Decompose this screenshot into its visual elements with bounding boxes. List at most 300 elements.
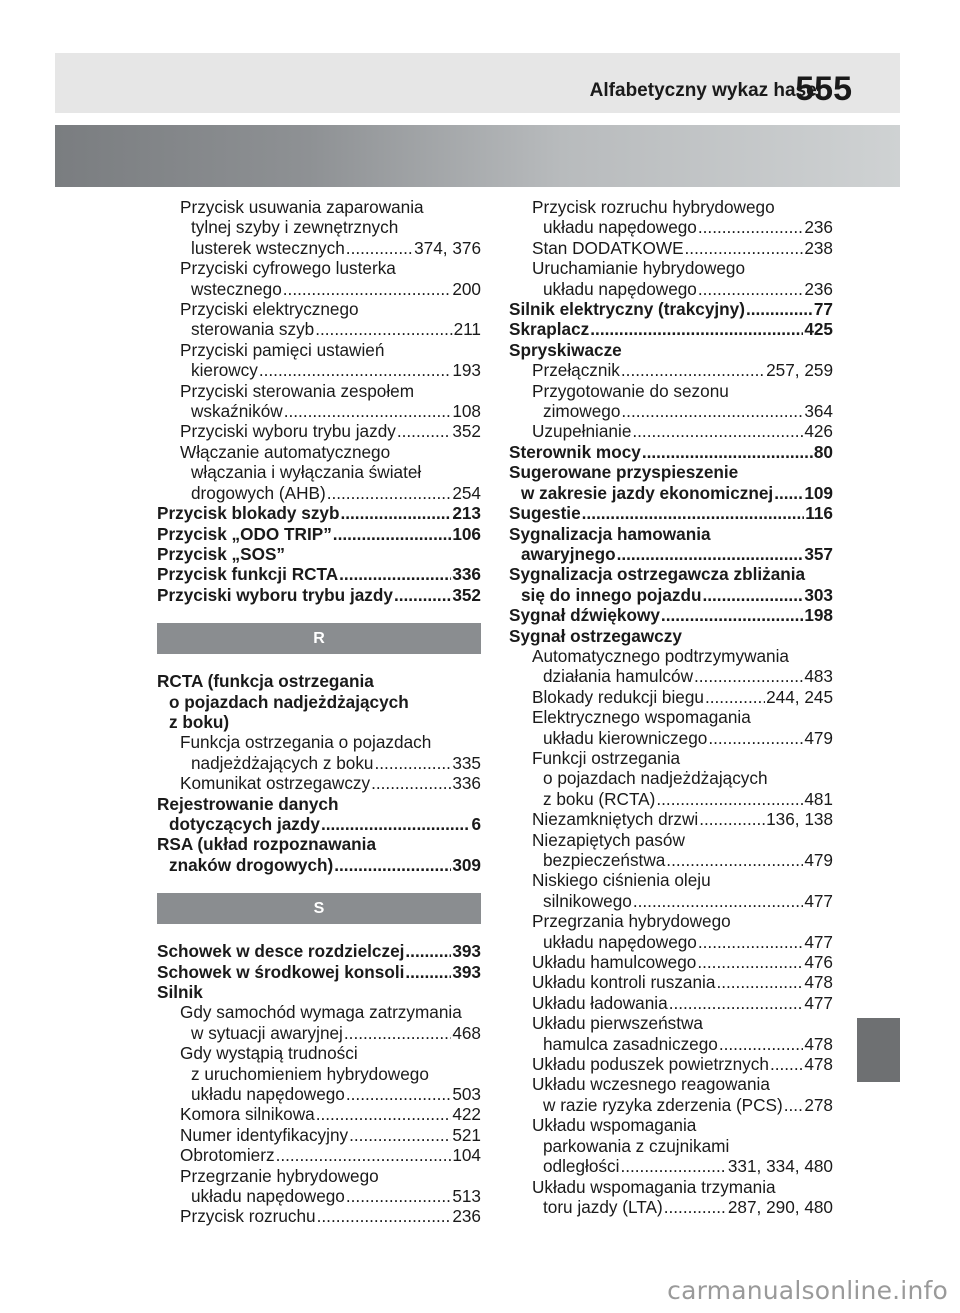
index-entry	[509, 1095, 833, 1115]
index-entry	[157, 319, 481, 339]
index-entry	[157, 671, 481, 691]
index-entry	[157, 855, 481, 875]
index-entry	[157, 1064, 481, 1084]
entry-term: Sugerowane przyspieszenie	[509, 462, 739, 483]
entry-term: Przyciski elektrycznego	[180, 299, 359, 320]
entry-term: Przyciski wyboru trybu jazdy	[157, 584, 393, 605]
index-entry	[509, 646, 833, 666]
page-reference: 6	[471, 813, 481, 834]
index-entry	[157, 421, 481, 441]
entry-term: Obrotomierz	[180, 1145, 275, 1166]
index-group	[509, 197, 833, 1217]
index-entry	[509, 748, 833, 768]
index-entry	[157, 217, 481, 237]
entry-term: RCTA (funkcja ostrzegania	[157, 671, 374, 692]
entry-term: Przyciski pamięci ustawień	[180, 339, 385, 360]
index-entry	[157, 712, 481, 732]
entry-term: Stan DODATKOWE	[532, 237, 684, 258]
entry-term: lusterek wstecznych	[191, 237, 345, 258]
index-entry	[509, 707, 833, 727]
dot-leader	[708, 728, 803, 748]
page-title: Alfabetyczny wykaz haseł	[589, 80, 822, 101]
entry-term: Uruchamianie hybrydowego	[532, 258, 746, 279]
dot-leader	[774, 483, 803, 503]
entry-term: Układu wczesnego reagowania	[532, 1074, 770, 1095]
page-reference: 477	[804, 992, 833, 1013]
index-entry	[157, 483, 481, 503]
page-reference: 468	[452, 1022, 481, 1043]
page-reference: 109	[804, 482, 833, 503]
index-entry	[509, 1034, 833, 1054]
index-entry	[509, 421, 833, 441]
dot-leader	[405, 941, 451, 961]
chapter-tab	[857, 1018, 900, 1082]
index-entry	[509, 809, 833, 829]
entry-term: Układu pierwszeństwa	[532, 1013, 703, 1034]
index-entry	[157, 732, 481, 752]
index-entry	[157, 814, 481, 834]
entry-term: w razie ryzyka zderzenia (PCS)	[543, 1094, 783, 1115]
entry-term: o pojazdach nadjeżdżających	[543, 768, 768, 789]
entry-term: układu kierowniczego	[543, 727, 708, 748]
dot-leader	[349, 1125, 451, 1145]
entry-term: odległości	[543, 1156, 620, 1177]
dot-leader	[334, 855, 451, 875]
page-reference: 477	[804, 890, 833, 911]
page-reference: 211	[453, 319, 481, 340]
index-entry	[509, 319, 833, 339]
entry-term: Układu wspomagania	[532, 1115, 697, 1136]
index-entry	[157, 360, 481, 380]
page-reference: 352	[452, 421, 481, 442]
entry-term: bezpieczeństwa	[543, 850, 666, 870]
entry-term: Automatycznego podtrzymywania	[532, 645, 789, 666]
page-reference: 425	[804, 319, 833, 340]
dot-leader	[633, 891, 803, 911]
entry-term: Przycisk blokady szyb	[157, 503, 340, 524]
entry-term: Włączanie automatycznego	[180, 441, 391, 462]
page-reference: 303	[804, 584, 833, 605]
index-entry	[509, 544, 833, 564]
index-entry	[509, 1156, 833, 1176]
index-entry	[157, 1166, 481, 1186]
dot-leader	[394, 585, 451, 605]
entry-term: RSA (układ rozpoznawania	[157, 834, 377, 855]
index-entry	[509, 993, 833, 1013]
page-reference: 393	[452, 961, 481, 982]
entry-term: Układu wspomagania trzymania	[532, 1176, 776, 1197]
entry-term: się do innego pojazdu	[521, 584, 702, 605]
index-column-right	[509, 197, 833, 1217]
page-reference: 287, 290, 480	[727, 1196, 833, 1217]
dot-leader	[664, 1197, 727, 1217]
index-entry	[509, 891, 833, 911]
index-entry	[157, 585, 481, 605]
page-reference: 257, 259	[766, 360, 833, 381]
entry-term: Przyciski wyboru trybu jazdy	[180, 421, 396, 442]
page-reference: 198	[804, 605, 833, 626]
page-reference: 193	[452, 360, 481, 381]
entry-term: Sygnał ostrzegawczy	[509, 625, 682, 646]
dot-leader	[405, 962, 451, 982]
index-entry	[509, 564, 833, 584]
page-reference: 136, 138	[766, 809, 833, 830]
page-reference: 77	[813, 299, 833, 320]
index-entry	[509, 483, 833, 503]
index-group	[157, 197, 481, 605]
decorative-banner	[55, 125, 900, 187]
index-entry	[509, 728, 833, 748]
index-entry	[509, 870, 833, 890]
entry-term: wstecznego	[191, 278, 282, 299]
index-entry	[509, 401, 833, 421]
entry-term: Układu kontroli ruszania	[532, 972, 716, 993]
page-reference: 479	[804, 850, 833, 870]
entry-term: Przełącznik	[532, 360, 620, 381]
entry-term: układu napędowego	[543, 931, 697, 952]
dot-leader	[666, 850, 803, 870]
index-entry	[509, 340, 833, 360]
entry-term: Sterownik mocy	[509, 441, 641, 462]
dot-leader	[316, 1104, 452, 1124]
entry-term: Sugestie	[509, 503, 581, 524]
section-letter-s: S	[157, 893, 481, 924]
entry-term: kierowcy	[191, 360, 258, 381]
dot-leader	[620, 1156, 726, 1176]
dot-leader	[632, 421, 803, 441]
index-entry	[157, 462, 481, 482]
index-entry	[157, 1186, 481, 1206]
entry-term: Sygnalizacja hamowania	[509, 523, 711, 544]
dot-leader	[582, 503, 805, 523]
entry-term: Silnik	[157, 982, 203, 1002]
dot-leader	[340, 503, 451, 523]
dot-leader	[346, 1186, 451, 1206]
entry-term: układu napędowego	[191, 1186, 345, 1207]
index-entry	[509, 1136, 833, 1156]
dot-leader	[716, 972, 803, 992]
dot-leader	[617, 544, 804, 564]
page-reference: 483	[804, 666, 833, 687]
entry-term: Przyciski sterowania zespołem	[180, 380, 415, 401]
index-entry	[509, 1013, 833, 1033]
page-reference: 108	[452, 401, 481, 422]
index-entry	[509, 197, 833, 217]
dot-leader	[333, 524, 452, 544]
dot-leader	[621, 401, 803, 421]
page-number: 555	[795, 70, 852, 108]
entry-term: Przycisk usuwania zaparowania	[180, 197, 424, 217]
entry-term: Przyciski cyfrowego lusterka	[180, 258, 396, 279]
index-entry	[157, 1023, 481, 1043]
index-entry	[509, 850, 833, 870]
index-entry	[157, 692, 481, 712]
page-reference: 336	[452, 564, 481, 585]
dot-leader	[283, 279, 452, 299]
entry-term: drogowych (AHB)	[191, 482, 326, 503]
page-reference: 393	[452, 941, 481, 962]
index-entry	[509, 381, 833, 401]
entry-term: toru jazdy (LTA)	[543, 1196, 663, 1217]
index-entry	[157, 962, 481, 982]
index-entry	[509, 585, 833, 605]
entry-term: Komunikat ostrzegawczy	[180, 773, 371, 794]
page-reference: 477	[804, 931, 833, 952]
index-entry	[157, 258, 481, 278]
entry-term: Gdy samochód wymaga zatrzymania	[180, 1002, 462, 1023]
dot-leader	[698, 217, 803, 237]
page-reference: 104	[452, 1145, 481, 1166]
index-entry	[157, 794, 481, 814]
entry-term: Gdy wystąpią trudności	[180, 1043, 358, 1064]
page-reference: 478	[804, 972, 833, 993]
entry-term: z boku (RCTA)	[543, 788, 656, 809]
entry-term: awaryjnego	[521, 543, 616, 564]
entry-term: tylnej szyby i zewnętrznych	[191, 217, 399, 238]
index-entry	[509, 442, 833, 462]
dot-leader	[661, 605, 803, 625]
dot-leader	[371, 773, 451, 793]
index-entry	[509, 789, 833, 809]
page-reference: 422	[452, 1104, 481, 1125]
page-reference: 478	[804, 1054, 833, 1075]
entry-term: działania hamulców	[543, 666, 693, 687]
index-entry	[157, 1002, 481, 1022]
index-entry	[157, 197, 481, 217]
page-reference: 254	[452, 482, 481, 503]
page-reference: 478	[804, 1033, 833, 1054]
index-entry	[157, 753, 481, 773]
dot-leader	[702, 585, 803, 605]
entry-term: Funkcja ostrzegania o pojazdach	[180, 732, 432, 753]
dot-leader	[656, 789, 803, 809]
page-reference: 244, 245	[766, 686, 833, 707]
dot-leader	[327, 483, 452, 503]
entry-term: Niskiego ciśnienia oleju	[532, 870, 711, 891]
index-entry	[157, 238, 481, 258]
page-reference: 479	[804, 727, 833, 748]
index-entry	[509, 503, 833, 523]
dot-leader	[590, 319, 803, 339]
entry-term: parkowania z czujnikami	[543, 1135, 730, 1156]
page-reference: 503	[452, 1084, 481, 1105]
entry-term: dotyczących jazdy	[169, 813, 320, 834]
index-entry	[157, 1125, 481, 1145]
index-entry	[509, 605, 833, 625]
dot-leader	[284, 401, 452, 421]
entry-term: Przygotowanie do sezonu	[532, 380, 729, 401]
entry-term: Blokady redukcji biegu	[532, 686, 704, 707]
watermark: carmanualsonline.info	[667, 1276, 948, 1305]
dot-leader	[642, 442, 813, 462]
entry-term: Schowek w desce rozdzielczej	[157, 941, 405, 962]
page-reference: 116	[805, 503, 833, 524]
index-entry	[509, 911, 833, 931]
entry-term: Układu poduszek powietrznych	[532, 1054, 769, 1075]
entry-term: w zakresie jazdy ekonomicznej	[521, 482, 774, 503]
page-reference: 364	[804, 401, 833, 422]
entry-term: układu napędowego	[543, 278, 697, 299]
entry-term: Silnik elektryczny (trakcyjny)	[509, 299, 745, 320]
index-entry	[157, 503, 481, 523]
index-entry	[509, 258, 833, 278]
dot-leader	[685, 238, 804, 258]
index-entry	[509, 1177, 833, 1197]
entry-term: Rejestrowanie danych	[157, 793, 339, 814]
entry-term: znaków drogowych)	[169, 854, 334, 875]
entry-term: Sygnalizacja ostrzegawcza zbliżania	[509, 564, 806, 585]
index-entry	[509, 626, 833, 646]
index-entry	[509, 687, 833, 707]
entry-term: układu napędowego	[543, 217, 697, 238]
page-reference: 106	[452, 523, 481, 544]
entry-term: Przycisk funkcji RCTA	[157, 564, 339, 585]
page-reference: 426	[804, 421, 833, 442]
index-entry	[509, 666, 833, 686]
entry-term: Spryskiwacze	[509, 339, 622, 360]
entry-term: z uruchomieniem hybrydowego	[191, 1063, 429, 1084]
entry-term: zimowego	[543, 401, 621, 422]
page-reference: 357	[804, 543, 833, 564]
dot-leader	[698, 932, 803, 952]
entry-term: silnikowego	[543, 890, 632, 911]
page-reference: 335	[452, 752, 481, 773]
index-entry	[157, 299, 481, 319]
index-entry	[157, 279, 481, 299]
dot-leader	[621, 360, 765, 380]
index-entry	[157, 442, 481, 462]
entry-term: Przycisk rozruchu	[180, 1206, 316, 1227]
dot-leader	[746, 299, 813, 319]
index-entry	[509, 238, 833, 258]
entry-term: hamulca zasadniczego	[543, 1033, 718, 1054]
dot-leader	[705, 687, 765, 707]
entry-term: Uzupełnianie	[532, 421, 632, 442]
index-entry	[157, 1104, 481, 1124]
entry-term: wskaźników	[191, 401, 283, 422]
entry-term: Przycisk rozruchu hybrydowego	[532, 197, 775, 217]
dot-leader	[697, 952, 803, 972]
dot-leader	[669, 993, 804, 1013]
entry-term: z boku)	[169, 711, 230, 732]
dot-leader	[784, 1095, 804, 1115]
page-reference: 80	[813, 441, 833, 462]
dot-leader	[346, 238, 413, 258]
entry-term: Elektrycznego wspomagania	[532, 707, 751, 728]
page-reference: 236	[804, 217, 833, 238]
page-reference: 238	[804, 237, 833, 258]
index-entry	[509, 1054, 833, 1074]
index-entry	[157, 340, 481, 360]
dot-leader	[694, 666, 803, 686]
index-entry	[157, 564, 481, 584]
section-letter-r: R	[157, 623, 481, 654]
index-entry	[157, 1145, 481, 1165]
entry-term: Przycisk „ODO TRIP”	[157, 523, 332, 544]
index-entry	[157, 941, 481, 961]
page-reference: 336	[452, 773, 481, 794]
page-reference: 352	[452, 584, 481, 605]
entry-term: sterowania szyb	[191, 319, 315, 340]
index-entry	[157, 1206, 481, 1226]
entry-term: Numer identyfikacyjny	[180, 1124, 349, 1145]
index-entry	[509, 768, 833, 788]
page-reference: 513	[452, 1186, 481, 1207]
page-reference: 309	[452, 854, 481, 875]
dot-leader	[698, 279, 803, 299]
entry-term: Niezamkniętych drzwi	[532, 809, 699, 830]
index-entry	[509, 360, 833, 380]
index-group	[157, 671, 481, 875]
index-entry	[157, 544, 481, 564]
dot-leader	[317, 1206, 452, 1226]
index-entry	[509, 462, 833, 482]
dot-leader	[699, 809, 765, 829]
entry-term: w sytuacji awaryjnej	[191, 1022, 343, 1043]
entry-term: Niezapiętych pasów	[532, 829, 685, 850]
index-entry	[157, 401, 481, 421]
entry-term: Funkcji ostrzegania	[532, 747, 681, 768]
index-entry	[509, 279, 833, 299]
entry-term: Schowek w środkowej konsoli	[157, 961, 405, 982]
dot-leader	[259, 360, 451, 380]
dot-leader	[276, 1145, 452, 1165]
index-entry	[509, 972, 833, 992]
dot-leader	[344, 1023, 451, 1043]
index-entry	[509, 830, 833, 850]
index-entry	[157, 1084, 481, 1104]
dot-leader	[770, 1054, 803, 1074]
index-entry	[509, 524, 833, 544]
index-entry	[509, 1115, 833, 1135]
dot-leader	[719, 1034, 803, 1054]
dot-leader	[321, 814, 471, 834]
index-group	[157, 941, 481, 1227]
index-column-left	[157, 197, 481, 1227]
dot-leader	[339, 564, 451, 584]
entry-term: układu napędowego	[191, 1084, 345, 1105]
dot-leader	[375, 753, 452, 773]
index-entry	[157, 1043, 481, 1063]
page-reference: 481	[804, 788, 833, 809]
entry-term: Sygnał dźwiękowy	[509, 605, 660, 626]
entry-term: Przegrzanie hybrydowego	[180, 1165, 379, 1186]
index-entry	[509, 952, 833, 972]
dot-leader	[397, 421, 451, 441]
entry-term: Układu hamulcowego	[532, 952, 697, 973]
index-entry	[157, 982, 481, 1002]
page-reference: 213	[452, 503, 481, 524]
entry-term: włączania i wyłączania świateł	[191, 462, 422, 483]
page-reference: 200	[452, 278, 481, 299]
index-entry	[509, 1074, 833, 1094]
index-entry	[509, 1197, 833, 1217]
index-entry	[157, 834, 481, 854]
page-reference: 521	[452, 1124, 481, 1145]
page-reference: 476	[804, 952, 833, 973]
page-reference: 374, 376	[414, 237, 481, 258]
index-entry	[157, 381, 481, 401]
entry-term: Przegrzania hybrydowego	[532, 911, 731, 932]
entry-term: o pojazdach nadjeżdżających	[169, 691, 409, 712]
entry-term: Przycisk „SOS”	[157, 543, 286, 564]
dot-leader	[346, 1084, 451, 1104]
page-reference: 331, 334, 480	[727, 1156, 833, 1177]
index-entry	[157, 524, 481, 544]
entry-term: Komora silnikowa	[180, 1104, 315, 1125]
index-entry	[509, 217, 833, 237]
page-reference: 278	[804, 1094, 833, 1115]
